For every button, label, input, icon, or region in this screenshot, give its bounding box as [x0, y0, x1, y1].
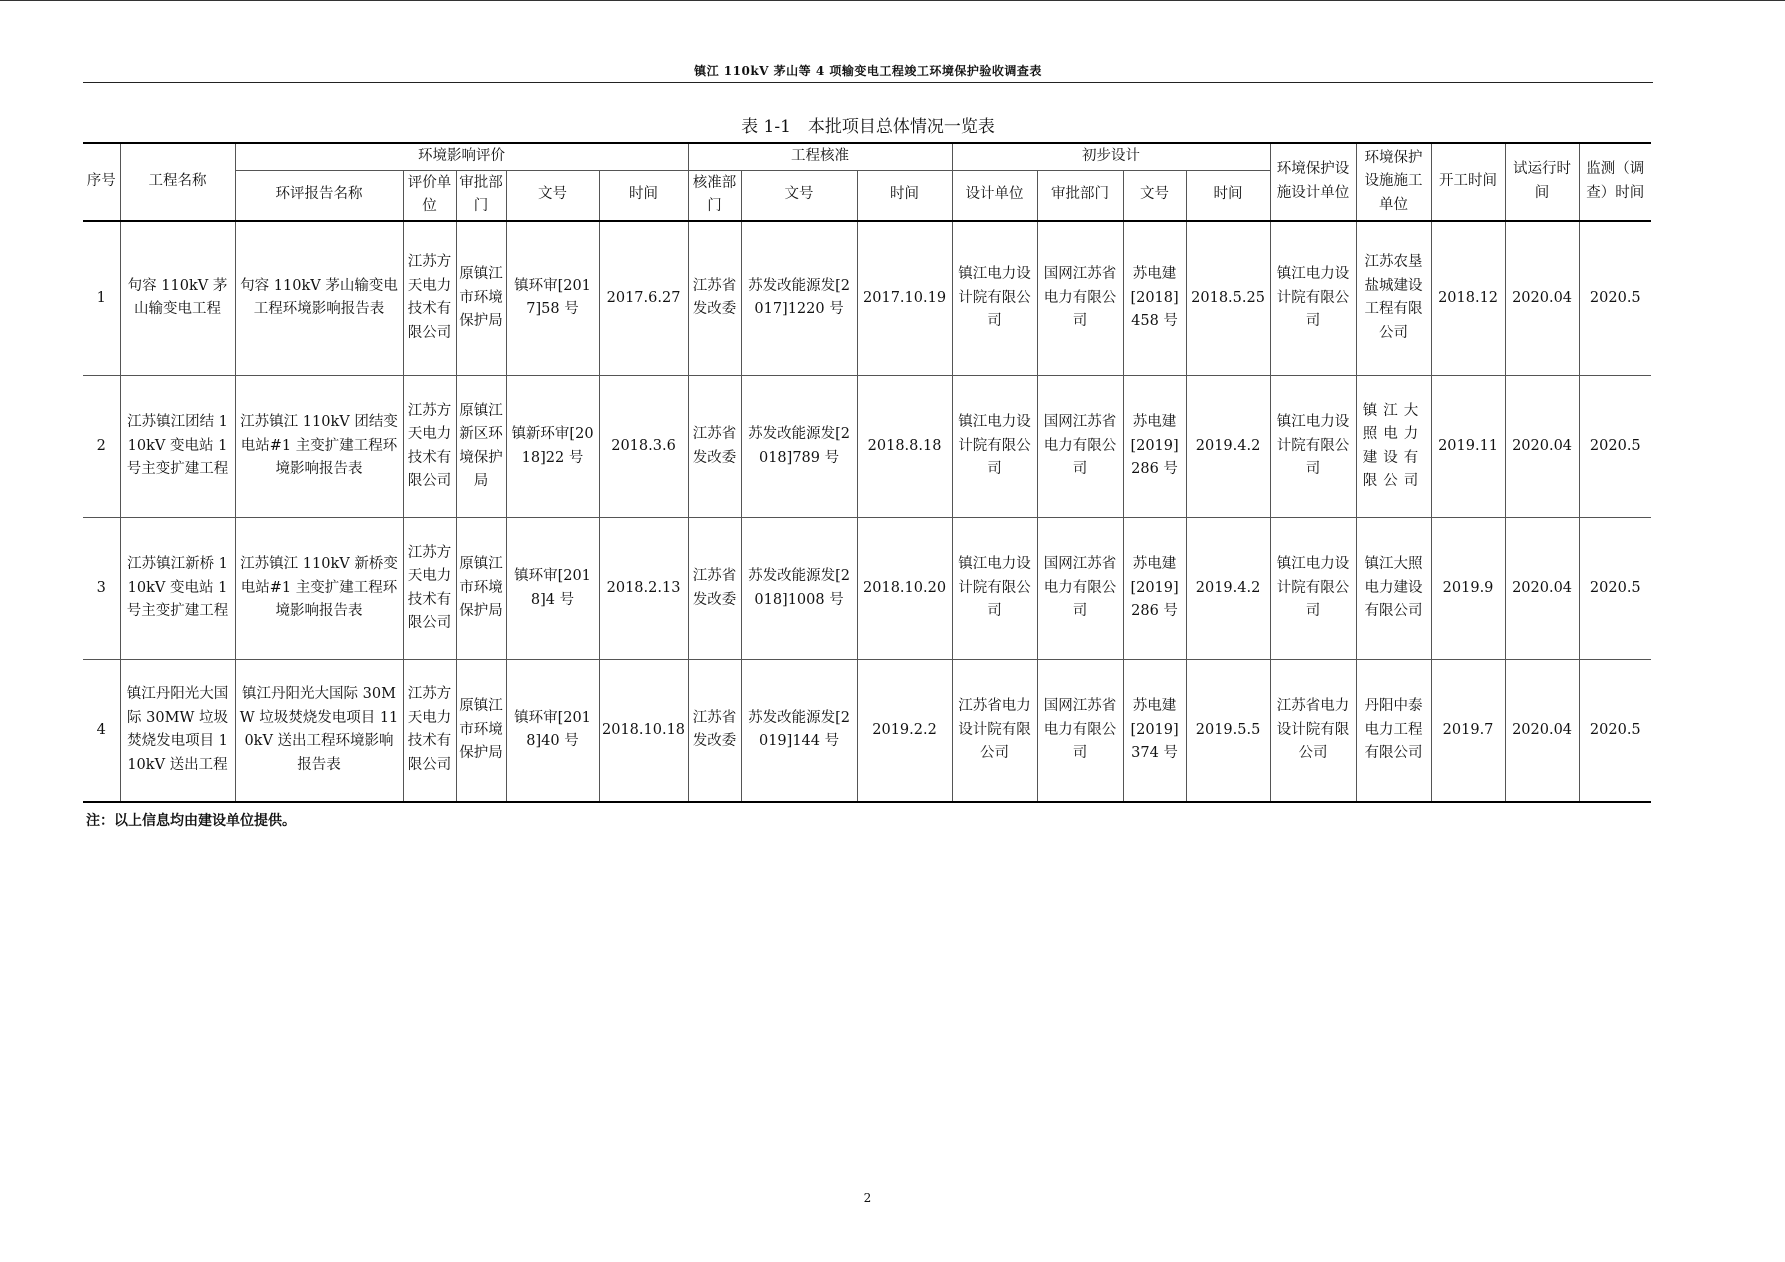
- header-eia-doc-no: 文号: [506, 170, 599, 221]
- cell-trial-run-time: 2020.04: [1505, 518, 1579, 660]
- header-approval-time: 时间: [857, 170, 952, 221]
- cell-eia-time: 2018.3.6: [599, 376, 688, 518]
- cell-eia-unit: 江苏方天电力技术有限公司: [403, 221, 456, 376]
- cell-env-design-unit: 镇江电力设计院有限公司: [1270, 376, 1356, 518]
- cell-project-name: 镇江丹阳光大国际 30MW 垃圾焚烧发电项目 110kV 送出工程: [120, 660, 235, 802]
- cell-eia-report-name: 江苏镇江 110kV 团结变电站#1 主变扩建工程环境影响报告表: [235, 376, 403, 518]
- cell-eia-report-name: 江苏镇江 110kV 新桥变电站#1 主变扩建工程环境影响报告表: [235, 518, 403, 660]
- header-start-time: 开工时间: [1431, 143, 1505, 221]
- cell-env-design-unit: 镇江电力设计院有限公司: [1270, 518, 1356, 660]
- cell-start-time: 2019.11: [1431, 376, 1505, 518]
- header-eia-approval-dept: 审批部门: [456, 170, 506, 221]
- running-header: 镇江 110kV 茅山等 4 项输变电工程竣工环境保护验收调查表: [694, 64, 1042, 78]
- cell-project-name: 句容 110kV 茅山输变电工程: [120, 221, 235, 376]
- cell-eia-approval-dept: 原镇江市环境保护局: [456, 221, 506, 376]
- cell-env-construction-unit: 镇江大照电力建设有限公司: [1356, 376, 1431, 518]
- cell-seq: 2: [83, 376, 120, 518]
- header-approval-dept: 核准部门: [688, 170, 741, 221]
- cell-approval-doc-no: 苏发改能源发[2017]1220 号: [741, 221, 857, 376]
- header-approval-doc-no: 文号: [741, 170, 857, 221]
- header-trial-run-time: 试运行时间: [1505, 143, 1579, 221]
- cell-env-design-unit: 镇江电力设计院有限公司: [1270, 221, 1356, 376]
- cell-design-time: 2019.4.2: [1186, 518, 1270, 660]
- header-design-time: 时间: [1186, 170, 1270, 221]
- header-design-doc-no: 文号: [1123, 170, 1186, 221]
- page-number: 2: [863, 1191, 872, 1205]
- header-env-construction-unit: 环境保护设施施工单位: [1356, 143, 1431, 221]
- cell-eia-time: 2018.2.13: [599, 518, 688, 660]
- cell-design-approval-dept: 国网江苏省电力有限公司: [1037, 376, 1123, 518]
- cell-start-time: 2019.7: [1431, 660, 1505, 802]
- cell-approval-doc-no: 苏发改能源发[2018]1008 号: [741, 518, 857, 660]
- cell-env-design-unit: 江苏省电力设计院有限公司: [1270, 660, 1356, 802]
- cell-approval-doc-no: 苏发改能源发[2018]789 号: [741, 376, 857, 518]
- cell-eia-unit: 江苏方天电力技术有限公司: [403, 376, 456, 518]
- cell-approval-time: 2019.2.2: [857, 660, 952, 802]
- cell-eia-approval-dept: 原镇江新区环境保护局: [456, 376, 506, 518]
- header-row-groups: [83, 143, 1651, 170]
- cell-design-doc-no: 苏电建[2019] 286 号: [1123, 518, 1186, 660]
- header-group-approval: 工程核准: [688, 143, 952, 170]
- cell-project-name: 江苏镇江团结 110kV 变电站 1 号主变扩建工程: [120, 376, 235, 518]
- cell-trial-run-time: 2020.04: [1505, 376, 1579, 518]
- header-env-design-unit: 环境保护设施设计单位: [1270, 143, 1356, 221]
- cell-start-time: 2018.12: [1431, 221, 1505, 376]
- cell-seq: 3: [83, 518, 120, 660]
- cell-approval-dept: 江苏省发改委: [688, 518, 741, 660]
- cell-start-time: 2019.9: [1431, 518, 1505, 660]
- cell-eia-doc-no: 镇环审[2017]58 号: [506, 221, 599, 376]
- cell-design-approval-dept: 国网江苏省电力有限公司: [1037, 660, 1123, 802]
- cell-seq: 1: [83, 221, 120, 376]
- cell-approval-dept: 江苏省发改委: [688, 660, 741, 802]
- header-rule: [83, 82, 1653, 83]
- cell-design-time: 2019.5.5: [1186, 660, 1270, 802]
- cell-design-unit: 镇江电力设计院有限公司: [952, 376, 1037, 518]
- cell-eia-doc-no: 镇环审[2018]4 号: [506, 518, 599, 660]
- table-row: [83, 518, 1651, 660]
- cell-monitoring-time: 2020.5: [1579, 221, 1651, 376]
- cell-monitoring-time: 2020.5: [1579, 518, 1651, 660]
- cell-trial-run-time: 2020.04: [1505, 660, 1579, 802]
- cell-eia-time: 2017.6.27: [599, 221, 688, 376]
- cell-design-unit: 镇江电力设计院有限公司: [952, 518, 1037, 660]
- cell-monitoring-time: 2020.5: [1579, 660, 1651, 802]
- cell-approval-time: 2018.10.20: [857, 518, 952, 660]
- cell-env-construction-unit: 江苏农垦盐城建设工程有限公司: [1356, 221, 1431, 376]
- cell-design-unit: 镇江电力设计院有限公司: [952, 221, 1037, 376]
- cell-eia-approval-dept: 原镇江市环境保护局: [456, 518, 506, 660]
- cell-approval-doc-no: 苏发改能源发[2019]144 号: [741, 660, 857, 802]
- cell-monitoring-time: 2020.5: [1579, 376, 1651, 518]
- cell-design-time: 2018.5.25: [1186, 221, 1270, 376]
- cell-eia-unit: 江苏方天电力技术有限公司: [403, 518, 456, 660]
- cell-design-time: 2019.4.2: [1186, 376, 1270, 518]
- cell-approval-time: 2018.8.18: [857, 376, 952, 518]
- cell-design-doc-no: 苏电建[2018] 458 号: [1123, 221, 1186, 376]
- header-group-eia: 环境影响评价: [235, 143, 688, 170]
- cell-eia-approval-dept: 原镇江市环境保护局: [456, 660, 506, 802]
- cell-eia-doc-no: 镇新环审[2018]22 号: [506, 376, 599, 518]
- header-project-name: 工程名称: [120, 143, 235, 221]
- cell-env-construction-unit: 镇江大照电力建设有限公司: [1356, 518, 1431, 660]
- table-row: [83, 660, 1651, 802]
- table-note: 注：以上信息均由建设单位提供。: [86, 813, 296, 829]
- table-row: [83, 376, 1651, 518]
- page-top-border: [0, 0, 1785, 1]
- header-eia-time: 时间: [599, 170, 688, 221]
- cell-design-approval-dept: 国网江苏省电力有限公司: [1037, 221, 1123, 376]
- cell-eia-doc-no: 镇环审[2018]40 号: [506, 660, 599, 802]
- table-title: 表 1-1 本批项目总体情况一览表: [741, 117, 995, 137]
- header-design-unit: 设计单位: [952, 170, 1037, 221]
- header-eia-report-name: 环评报告名称: [235, 170, 403, 221]
- cell-approval-time: 2017.10.19: [857, 221, 952, 376]
- header-eia-unit: 评价单位: [403, 170, 456, 221]
- header-seq: 序号: [83, 143, 120, 221]
- cell-env-construction-unit: 丹阳中泰电力工程有限公司: [1356, 660, 1431, 802]
- cell-approval-dept: 江苏省发改委: [688, 376, 741, 518]
- cell-project-name: 江苏镇江新桥 110kV 变电站 1 号主变扩建工程: [120, 518, 235, 660]
- cell-design-unit: 江苏省电力设计院有限公司: [952, 660, 1037, 802]
- cell-design-doc-no: 苏电建[2019] 286 号: [1123, 376, 1186, 518]
- cell-eia-report-name: 句容 110kV 茅山输变电工程环境影响报告表: [235, 221, 403, 376]
- project-summary-table: [83, 142, 1651, 803]
- cell-seq: 4: [83, 660, 120, 802]
- header-monitoring-time: 监测（调查）时间: [1579, 143, 1651, 221]
- cell-design-approval-dept: 国网江苏省电力有限公司: [1037, 518, 1123, 660]
- cell-eia-time: 2018.10.18: [599, 660, 688, 802]
- cell-eia-unit: 江苏方天电力技术有限公司: [403, 660, 456, 802]
- cell-trial-run-time: 2020.04: [1505, 221, 1579, 376]
- header-design-approval-dept: 审批部门: [1037, 170, 1123, 221]
- cell-eia-report-name: 镇江丹阳光大国际 30MW 垃圾焚烧发电项目 110kV 送出工程环境影响报告表: [235, 660, 403, 802]
- header-group-design: 初步设计: [952, 143, 1270, 170]
- cell-approval-dept: 江苏省发改委: [688, 221, 741, 376]
- table-row: [83, 221, 1651, 376]
- cell-design-doc-no: 苏电建[2019] 374 号: [1123, 660, 1186, 802]
